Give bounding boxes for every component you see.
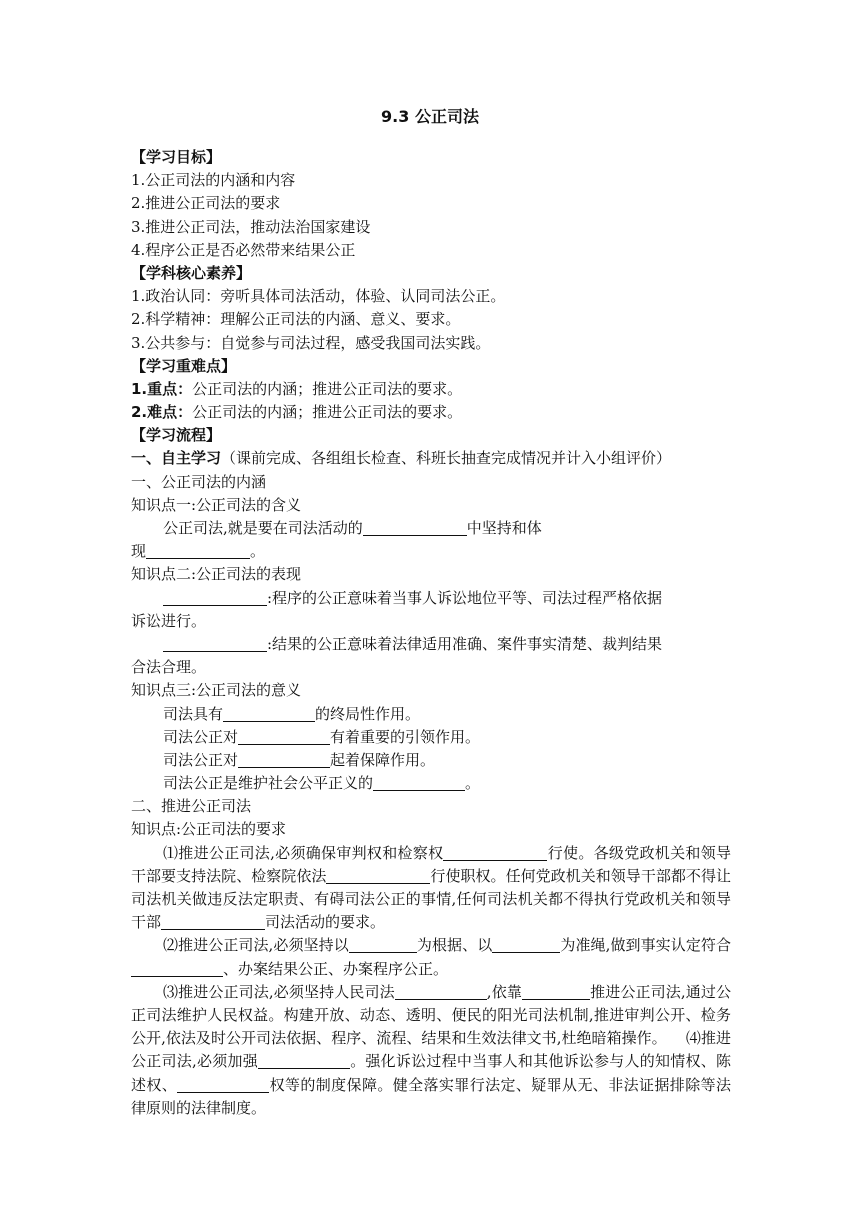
kp3-text: 起着保障作用。 (330, 750, 436, 769)
kp2-heading: 知识点二:公正司法的表现 (131, 565, 302, 584)
req-text: ,依靠 (486, 982, 522, 1001)
fill-blank[interactable] (131, 959, 223, 977)
kp1-heading: 知识点一:公正司法的含义 (131, 495, 302, 514)
fill-blank[interactable] (349, 935, 417, 953)
keypoint-text: 公正司法的内涵；推进公正司法的要求。 (192, 379, 463, 398)
kp3-text: 。 (465, 774, 481, 793)
req-text: 行使职权。任何党政机关和领导干部都不得让司法机关做违反法定职责、有碍司法公正的事情,任何司法机关都不得执行党政机关和领导干部 (131, 866, 731, 932)
fill-blank[interactable] (443, 843, 547, 861)
req-text: 。强化诉讼过程中当事人和其他诉讼参与人的知情权、陈述权、 (131, 1052, 731, 1094)
fill-blank[interactable] (522, 982, 590, 1000)
part1-heading: 一、公正司法的内涵 (131, 472, 267, 491)
kp3-text: 的终局性作用。 (315, 704, 421, 723)
literacy-item: 3.公共参与：自觉参与司法过程，感受我国司法实践。 (131, 333, 491, 352)
self-study-line (131, 447, 731, 470)
keypoints-heading: 【学习重难点】 (131, 356, 237, 375)
req-text: ⑴推进公正司法,必须确保审判权和检察权 (163, 843, 444, 862)
req-text: 推进公正司法,通过公正司法维护人民权益。构建开放、动态、透明、便民的阳光司法机制,推进审判公开、检务公开,依法及时公开司法依据、程序、流程、结果和生效法律文书,杜绝暗箱操作。 (131, 982, 731, 1048)
objective-item: 3.推进公正司法，推动法治国家建设 (131, 217, 371, 236)
kp2-p1-text: :程序的公正意味着当事人诉讼地位平等、司法过程严格依据 (267, 588, 663, 607)
literacy-heading: 【学科核心素养】 (131, 263, 252, 282)
part2-heading: 二、推进公正司法 (131, 797, 252, 816)
req-text: 为准绳,做到事实认定符合 (560, 936, 731, 955)
req-text: ⑵推进公正司法,必须坚持以 (163, 936, 349, 955)
kp1-text (131, 517, 731, 540)
fill-blank[interactable] (146, 541, 250, 559)
fill-blank[interactable] (163, 588, 267, 606)
kp3-line (131, 726, 731, 749)
req-text: 权等的制度保障。健全落实罪行法定、疑罪从无、非法证据排除等法律原则的法律制度。 (131, 1075, 731, 1117)
fill-blank[interactable] (223, 704, 315, 722)
kp3-text: 司法公正是维护社会公平正义的 (163, 774, 374, 793)
fill-blank[interactable] (163, 634, 267, 652)
fill-blank[interactable] (363, 518, 467, 536)
kp3-line (131, 749, 731, 772)
kp3-heading: 知识点三:公正司法的意义 (131, 681, 302, 700)
kp3-text: 司法具有 (163, 704, 224, 723)
kp2-p2-cont: 合法合理。 (131, 658, 207, 677)
process-heading: 【学习流程】 (131, 426, 222, 445)
fill-blank[interactable] (238, 727, 330, 745)
kp4-heading: 知识点:公正司法的要求 (131, 820, 287, 839)
literacy-item: 1.政治认同：旁听具体司法活动，体验、认同司法公正。 (131, 287, 506, 306)
kp1-text-a: 公正司法,就是要在司法活动的 (163, 519, 363, 537)
self-study-label: 一、自主学习 (131, 449, 222, 468)
kp2-p2 (131, 633, 731, 656)
fill-blank[interactable] (492, 935, 560, 953)
kp1-text-b: 中坚持和体 (466, 519, 542, 537)
keypoint-item (131, 378, 731, 401)
document-body (131, 146, 731, 1120)
page-title: 9.3 公正司法 (381, 107, 479, 126)
kp1-text-d: 。 (250, 542, 266, 561)
req-text: ⑷推进公正司法,必须加强 (131, 1029, 731, 1071)
fill-blank[interactable] (238, 750, 330, 768)
kp3-line (131, 703, 731, 726)
objective-item: 1.公正司法的内涵和内容 (131, 171, 296, 190)
kp2-p2-text: :结果的公正意味着法律适用准确、案件事实清楚、裁判结果 (267, 634, 663, 653)
requirement-1 (131, 842, 731, 935)
keypoint-item (131, 401, 731, 424)
requirement-2 (131, 934, 731, 980)
fill-blank[interactable] (177, 1075, 269, 1093)
kp3-text: 司法公正对 (163, 727, 239, 746)
req-text: 行使。各级党政机关和领导干部要支持法院、检察院依法 (131, 843, 731, 885)
req-text: 为根据、以 (416, 936, 493, 955)
keypoint-text: 公正司法的内涵；推进公正司法的要求。 (192, 403, 463, 422)
fill-blank[interactable] (395, 982, 487, 1000)
req-text: ⑶推进公正司法,必须坚持人民司法 (163, 982, 395, 1001)
objectives-heading: 【学习目标】 (131, 148, 222, 166)
kp3-text: 有着重要的引领作用。 (330, 727, 481, 746)
req-text: 司法活动的要求。 (265, 913, 386, 932)
kp2-p1 (131, 587, 731, 610)
fill-blank[interactable] (258, 1051, 350, 1069)
fill-blank[interactable] (326, 866, 430, 884)
objective-item: 4.程序公正是否必然带来结果公正 (131, 240, 356, 259)
kp3-text: 司法公正对 (163, 750, 239, 769)
objective-item: 2.推进公正司法的要求 (131, 194, 281, 213)
keypoint-label: 2.难点： (131, 403, 193, 422)
requirement-3-4 (131, 981, 731, 1120)
kp1-text-cont (131, 540, 731, 563)
req-text: 、办案结果公正、办案程序公正。 (223, 959, 449, 978)
self-study-note: （课前完成、各组组长检查、科班长抽查完成情况并计入小组评价） (221, 449, 672, 468)
kp2-p1-cont: 诉讼进行。 (131, 611, 207, 630)
fill-blank[interactable] (161, 912, 265, 930)
kp1-text-c: 现 (131, 542, 147, 561)
kp3-line (131, 772, 731, 795)
literacy-item: 2.科学精神：理解公正司法的内涵、意义、要求。 (131, 310, 461, 329)
keypoint-label: 1.重点： (131, 379, 193, 398)
fill-blank[interactable] (373, 773, 465, 791)
